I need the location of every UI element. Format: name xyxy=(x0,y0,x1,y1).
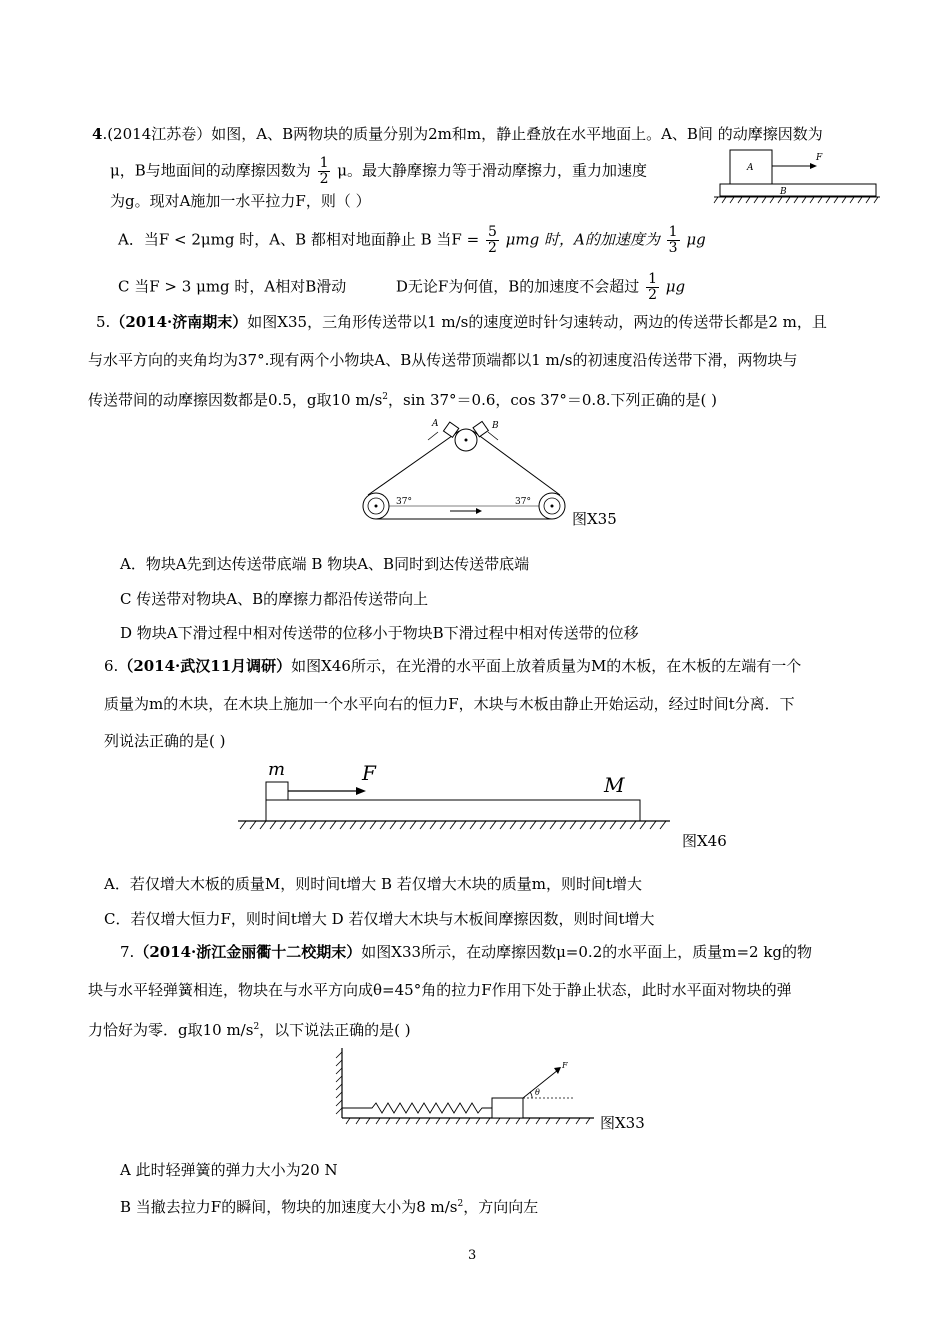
angle-arc xyxy=(530,1092,532,1098)
fraction-half-2 xyxy=(646,272,659,303)
q7-line1 xyxy=(120,942,812,962)
q5-caption: 图X35 xyxy=(572,510,617,528)
q4-option-d-unit: μg xyxy=(665,277,686,296)
superscript: 2 xyxy=(382,392,389,402)
small-block xyxy=(266,782,288,800)
q5-option-c: C 传送带对物块A、B的摩擦力都沿传送带向上 xyxy=(120,590,429,608)
label-big-m: M xyxy=(604,773,625,797)
label-f: F xyxy=(362,761,376,785)
fraction-third xyxy=(667,225,680,256)
q7-source: （2014·浙江金丽衢十二校期末） xyxy=(134,943,362,961)
board-b xyxy=(720,184,876,196)
board-b-label: B xyxy=(780,187,787,197)
q6-line1 xyxy=(104,656,801,676)
top-pulley-axle xyxy=(465,439,468,442)
q5-stem-3b: ，sin 37°＝0.6，cos 37°＝0.8.下列正确的是( ) xyxy=(388,391,717,409)
fraction-five-halves xyxy=(486,225,499,256)
arrow-a xyxy=(428,432,438,440)
frac-den: 2 xyxy=(487,240,497,256)
motion-arrowhead xyxy=(476,508,482,514)
fraction-half xyxy=(318,156,331,187)
label-m: m xyxy=(268,759,286,780)
angle-left: 37° xyxy=(396,497,412,507)
q4-option-cd xyxy=(118,272,685,303)
q5-option-d: D 物块A下滑过程中相对传送带的位移小于物块B下滑过程中相对传送带的位移 xyxy=(120,624,639,642)
q6-caption: 图X46 xyxy=(682,832,727,850)
q5-stem-3a: 传送带间的动摩擦因数都是0.5，g取10 m/s xyxy=(88,391,383,409)
q6-line3: 列说法正确的是( ) xyxy=(104,732,226,750)
frac-den: 2 xyxy=(319,171,329,187)
q7-option-a: A 此时轻弹簧的弹力大小为20 N xyxy=(120,1161,338,1179)
q5-figure xyxy=(360,414,570,524)
wall-hatch xyxy=(336,1052,342,1114)
q6-source: （2014·武汉11月调研） xyxy=(118,657,292,675)
q7-line3 xyxy=(88,1017,411,1040)
page-number: 3 xyxy=(468,1248,477,1263)
force-arrowhead xyxy=(356,787,366,795)
block-a-label: A xyxy=(747,163,754,173)
label-f: F xyxy=(562,1061,568,1070)
q5-number: 5. xyxy=(96,313,111,331)
q4-figure xyxy=(712,148,882,208)
frac-num: 1 xyxy=(648,271,658,287)
q4-option-ab xyxy=(118,225,706,256)
q7-stem-3a: 力恰好为零．g取10 m/s xyxy=(88,1021,254,1039)
q5-line1 xyxy=(96,312,827,332)
q4-option-d: D无论F为何值，B的加速度不会超过 xyxy=(395,277,640,296)
belt-right xyxy=(473,431,560,495)
q6-number: 6. xyxy=(104,657,119,675)
q5-line3 xyxy=(88,387,717,410)
q4-option-b-unit: μg xyxy=(686,230,706,249)
q4-option-c: C 当F > 3 μmg 时，A相对B滑动 xyxy=(118,277,347,296)
force-arrowhead xyxy=(810,163,817,169)
ground-hatch xyxy=(714,197,878,203)
q6-option-ab: A．若仅增大木板的质量M，则时间t增大 B 若仅增大木块的质量m，则时间t增大 xyxy=(104,875,643,893)
spring xyxy=(342,1103,492,1113)
q5-line2: 与水平方向的夹角均为37°.现有两个小物块A、B从传送带顶端都以1 m/s的初速度沿传送带下滑，两物块与 xyxy=(88,351,798,369)
arrow-b xyxy=(488,432,498,440)
q4-stem-2a: μ，B与地面间的动摩擦因数为 xyxy=(110,161,311,180)
block xyxy=(492,1098,523,1118)
ground-hatch xyxy=(240,821,666,829)
q6-stem-1: 如图X46所示，在光滑的水平面上放着质量为M的木板，在木板的左端有一个 xyxy=(291,657,802,675)
superscript: 2 xyxy=(457,1199,464,1209)
belt-left xyxy=(368,431,459,495)
right-pulley-axle xyxy=(551,505,554,508)
q4-stem-1: .(2014江苏卷）如图，A、B两物块的质量分别为2m和m，静止叠放在水平地面上。A、B间 的动摩擦因数为 xyxy=(102,125,823,143)
q5-stem-1: 如图X35，三角形传送带以1 m/s的速度逆时针匀速转动，两边的传送带长都是2 m，且 xyxy=(247,313,827,331)
q7-caption: 图X33 xyxy=(600,1114,645,1132)
label-a: A xyxy=(432,419,439,429)
q6-line2: 质量为m的木块，在木块上施加一个水平向右的恒力F，木块与木板由静止开始运动，经过时间t分离．下 xyxy=(104,695,795,713)
label-theta: θ xyxy=(535,1088,540,1097)
q4-stem-2b: μ。最大静摩擦力等于滑动摩擦力，重力加速度 xyxy=(337,161,648,180)
floor-hatch xyxy=(346,1118,590,1124)
q6-option-cd: C．若仅增大恒力F，则时间t增大 D 若仅增大木块与木板间摩擦因数，则时间t增大 xyxy=(104,910,655,928)
q5-option-ab: A．物块A先到达传送带底端 B 物块A、B同时到达传送带底端 xyxy=(120,555,530,573)
force-label: F xyxy=(816,153,823,163)
pull-force-arrowhead xyxy=(554,1067,561,1074)
angle-right: 37° xyxy=(515,497,531,507)
q7-option-b xyxy=(120,1194,538,1217)
q4-number: 4 xyxy=(92,125,103,143)
q7-stem-3b: ，以下说法正确的是( ) xyxy=(259,1021,411,1039)
frac-den: 3 xyxy=(668,240,678,256)
frac-num: 1 xyxy=(668,224,678,240)
label-b: B xyxy=(492,421,499,431)
q4-line1 xyxy=(92,124,823,144)
q7-stem-1: 如图X33所示，在动摩擦因数μ=0.2的水平面上，质量m=2 kg的物 xyxy=(361,943,813,961)
q7-line2: 块与水平轻弹簧相连，物块在与水平方向成θ=45°角的拉力F作用下处于静止状态，此时水平面对物块的弹 xyxy=(88,981,792,999)
superscript: 2 xyxy=(253,1022,260,1032)
q7-figure xyxy=(332,1046,602,1126)
q4-line3: 为g。现对A施加一水平拉力F，则（ ） xyxy=(110,192,371,210)
frac-den: 2 xyxy=(648,287,658,303)
q4-option-b-text: μmg 时，A的加速度为 xyxy=(505,230,660,249)
left-pulley-axle xyxy=(375,505,378,508)
frac-num: 1 xyxy=(319,155,329,171)
q7-option-b-text: B 当撤去拉力F的瞬间，物块的加速度大小为8 m/s xyxy=(120,1198,458,1216)
q4-line2 xyxy=(110,156,647,187)
frac-num: 5 xyxy=(487,224,497,240)
pull-force xyxy=(523,1070,558,1098)
board xyxy=(266,800,640,821)
q4-option-a: A．当F < 2μmg 时，A、B 都相对地面静止 B 当F = xyxy=(118,230,480,249)
q7-number: 7. xyxy=(120,943,135,961)
q5-source: （2014·济南期末） xyxy=(110,313,248,331)
q7-option-b-tail: ，方向向左 xyxy=(463,1198,539,1216)
q6-figure xyxy=(236,758,676,830)
